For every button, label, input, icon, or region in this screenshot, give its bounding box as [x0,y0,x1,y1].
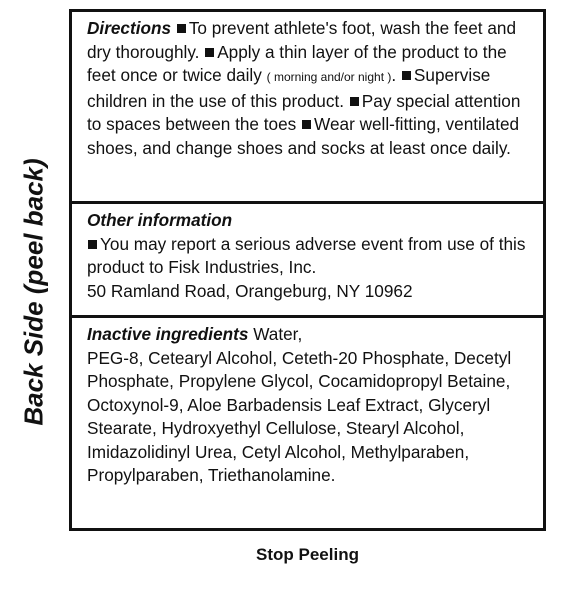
inactive-ingredients-list: PEG-8, Cetearyl Alcohol, Ceteth-20 Phosphate, Decetyl Phosphate, Propylene Glycol, Cocamidopropyl Betaine, Octoxynol-9, Aloe Barbadensis Leaf Extract, Glyceryl Stearate, Hydroxyethyl Cellulose, Stearyl Alcohol, Imidazolidinyl Urea, Cetyl Alcohol, Methylparaben, Propylparaben, Triethanolamine. [87,347,512,485]
other-information-report: You may report a serious adverse event from use of this product to Fisk Industries, Inc. [87,233,526,277]
bullet-icon [205,48,214,57]
label-panel [69,9,546,531]
inactive-ingredients-section [72,315,543,528]
bullet-icon [350,97,359,106]
bullet-icon [402,71,411,80]
inactive-ingredients-first-line [87,323,535,347]
directions-section [72,12,543,201]
directions-item-apply: Apply a thin layer of the product to the feet once or twice daily [87,41,507,85]
directions-item-apply-end: . [391,65,397,85]
directions-item-supervise: Supervise children in the use of this product. [87,65,491,111]
directions-item-apply-note: ( morning and/or night ) [266,70,392,84]
directions-item-attention: Pay special attention to spaces between the toes [87,90,521,134]
other-information-item [87,233,535,280]
directions-item-wash: To prevent athlete's foot, wash the feet and dry thoroughly. [87,18,517,62]
product-caption: Stop Peeling [256,545,359,564]
bullet-icon [177,24,186,33]
directions-heading: Directions [87,18,172,38]
bullet-icon [302,120,311,129]
other-information-section [72,201,543,315]
bullet-icon [88,240,97,249]
directions-item-shoes: Wear well-fitting, ventilated shoes, and change shoes and socks at least once daily. [87,114,520,158]
inactive-ingredients-heading: Inactive ingredients [87,324,249,344]
inactive-ingredients-water: Water, [253,324,303,344]
side-label: Back Side (peel back) [18,158,49,426]
other-information-heading: Other information [87,210,233,230]
other-information-address: 50 Ramland Road, Orangeburg, NY 10962 [87,280,413,301]
